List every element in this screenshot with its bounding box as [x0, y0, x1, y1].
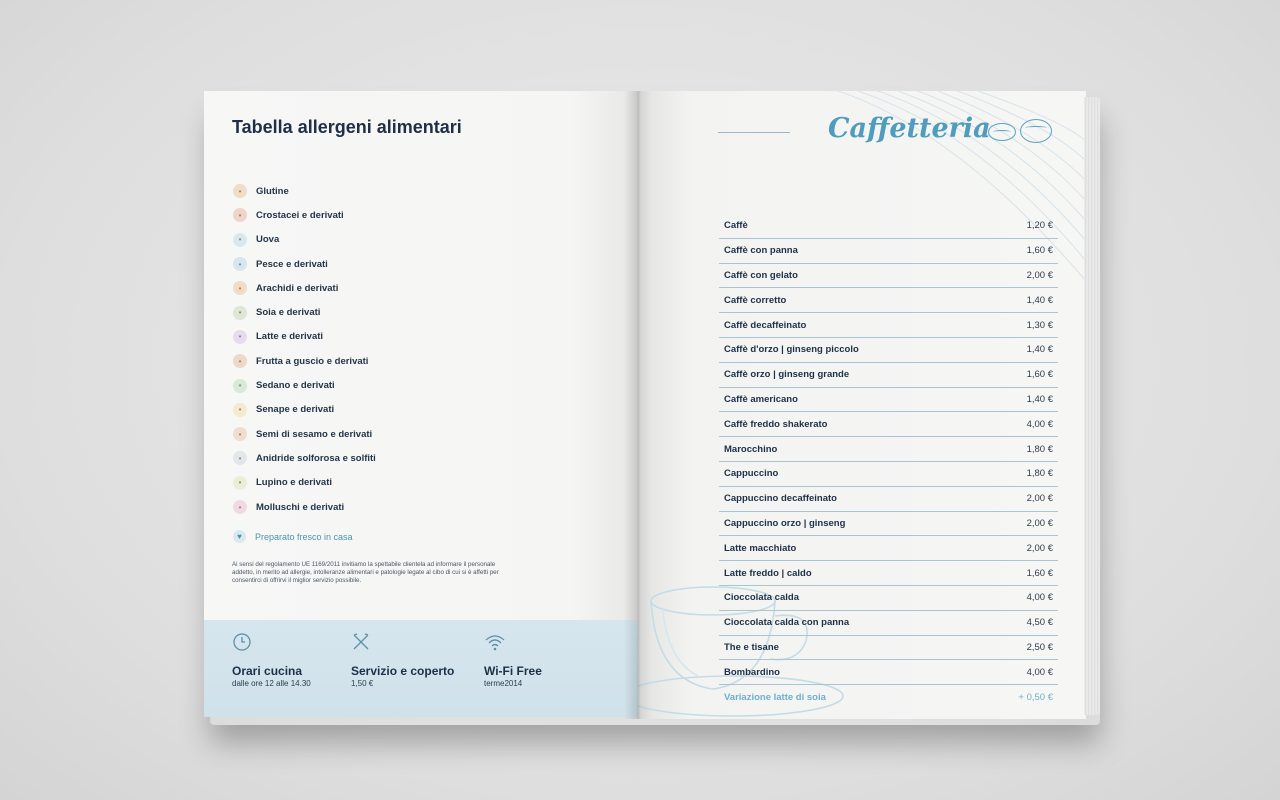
- shell-icon: •: [233, 500, 247, 514]
- allergen-item: [233, 179, 376, 203]
- allergen-label: Anidride solforosa e solfiti: [256, 452, 376, 464]
- lupin-icon: •: [233, 476, 247, 490]
- allergen-disclaimer: Ai sensi del regolamento UE 1169/2011 invitiamo la spettabile clientela ad informare il personale addetto, in merito ad allergie, intolleranze alimentari e patologie legate al cibo di cui si è affetti per consentirci di offrirvi il miglior servizio possibile.: [232, 561, 499, 584]
- menu-item-name: Caffè con panna: [724, 245, 798, 257]
- allergen-label: Soia e derivati: [256, 307, 321, 319]
- menu-item: [719, 487, 1058, 512]
- allergen-list: [233, 179, 376, 519]
- menu-item-name: Caffè: [724, 220, 748, 232]
- menu-list: [719, 214, 1058, 710]
- fish-icon: •: [233, 257, 247, 271]
- menu-item-name: Cioccolata calda con panna: [724, 617, 850, 629]
- menu-item-price: 4,00 €: [1026, 592, 1053, 604]
- menu-item: [719, 239, 1058, 264]
- menu-item-price: + 0,50 €: [1018, 692, 1053, 704]
- wheat-icon: •: [233, 184, 247, 198]
- egg-icon: •: [233, 233, 247, 247]
- service-charge-value: 1,50 €: [351, 679, 374, 688]
- allergen-item: [233, 398, 376, 422]
- allergen-label: Lupino e derivati: [256, 477, 333, 489]
- allergen-item: [233, 276, 376, 300]
- menu-item-name: Latte freddo | caldo: [724, 567, 812, 579]
- kitchen-hours-value: dalle ore 12 alle 14.30: [232, 679, 311, 688]
- allergen-item: [233, 495, 376, 519]
- menu-item: [719, 561, 1058, 586]
- allergen-item: [233, 203, 376, 227]
- menu-item-price: 2,00 €: [1026, 517, 1053, 529]
- menu-item: [719, 288, 1058, 313]
- allergen-label: Arachidi e derivati: [256, 282, 339, 294]
- menu-item-price: 2,00 €: [1026, 493, 1053, 505]
- right-page: [638, 91, 1086, 719]
- menu-item-price: 1,60 €: [1026, 567, 1053, 579]
- kitchen-hours-info: [232, 632, 311, 688]
- menu-item-name: Caffè con gelato: [724, 269, 798, 281]
- menu-variation-row: [719, 685, 1058, 710]
- allergen-label: Crostacei e derivati: [256, 209, 344, 221]
- fresh-note: [233, 530, 353, 543]
- allergen-label: Frutta a guscio e derivati: [256, 355, 369, 367]
- menu-item-price: 1,60 €: [1026, 245, 1053, 257]
- clock-icon: [232, 632, 252, 652]
- menu-item-price: 2,00 €: [1026, 542, 1053, 554]
- menu-item: [719, 388, 1058, 413]
- menu-item-price: 1,30 €: [1026, 319, 1053, 331]
- allergen-item: [233, 446, 376, 470]
- allergen-label: Semi di sesamo e derivati: [256, 428, 373, 440]
- milk-icon: •: [233, 330, 247, 344]
- allergen-item: [233, 325, 376, 349]
- allergen-label: Molluschi e derivati: [256, 501, 345, 513]
- allergen-label: Latte e derivati: [256, 331, 324, 343]
- menu-item-name: Cioccolata calda: [724, 592, 799, 604]
- allergen-item: [233, 300, 376, 324]
- service-charge-title: Servizio e coperto: [351, 664, 455, 678]
- allergen-item: [233, 373, 376, 397]
- title-rule: [718, 132, 790, 133]
- menu-item-name: Caffè d'orzo | ginseng piccolo: [724, 344, 859, 356]
- wifi-info: [484, 632, 542, 688]
- allergen-label: Senape e derivati: [256, 404, 335, 416]
- left-page: [204, 91, 638, 717]
- wifi-icon: [484, 632, 504, 652]
- cutlery-icon: [351, 632, 371, 652]
- menu-item: [719, 363, 1058, 388]
- menu-item-price: 1,40 €: [1026, 344, 1053, 356]
- menu-item-name: Marocchino: [724, 443, 778, 455]
- menu-item-price: 4,00 €: [1026, 418, 1053, 430]
- menu-item: [719, 412, 1058, 437]
- kitchen-hours-title: Orari cucina: [232, 664, 303, 678]
- menu-item: [719, 586, 1058, 611]
- menu-item: [719, 536, 1058, 561]
- menu-item-price: 1,40 €: [1026, 393, 1053, 405]
- fresh-label: Preparato fresco in casa: [255, 531, 353, 542]
- menu-item-name: Variazione latte di soia: [724, 692, 826, 704]
- allergen-item: [233, 228, 376, 252]
- menu-item-name: Cappuccino decaffeinato: [724, 493, 837, 505]
- menu-item-name: Caffè freddo shakerato: [724, 418, 828, 430]
- service-charge-info: [351, 632, 454, 688]
- allergen-item: [233, 349, 376, 373]
- wifi-password: terme2014: [484, 679, 523, 688]
- menu-item-name: Caffè corretto: [724, 294, 787, 306]
- menu-item: [719, 462, 1058, 487]
- coffee-beans-icon: [988, 123, 1056, 143]
- heart-icon: ♥: [233, 530, 246, 543]
- menu-item-name: Bombardino: [724, 666, 780, 678]
- menu-item: [719, 313, 1058, 338]
- menu-item: [719, 660, 1058, 685]
- menu-item-price: 1,20 €: [1026, 220, 1053, 232]
- shrimp-icon: •: [233, 208, 247, 222]
- allergen-item: [233, 252, 376, 276]
- menu-item-name: Caffè orzo | ginseng grande: [724, 369, 850, 381]
- menu-item-name: Cappuccino orzo | ginseng: [724, 517, 846, 529]
- nut-icon: •: [233, 354, 247, 368]
- menu-item-name: Cappuccino: [724, 468, 779, 480]
- sulfite-icon: •: [233, 451, 247, 465]
- menu-item: [719, 636, 1058, 661]
- menu-item-name: Latte macchiato: [724, 542, 797, 554]
- soy-icon: •: [233, 306, 247, 320]
- menu-item: [719, 437, 1058, 462]
- menu-item-name: The e tisane: [724, 641, 779, 653]
- peanut-icon: •: [233, 281, 247, 295]
- menu-item: [719, 264, 1058, 289]
- sesame-icon: •: [233, 427, 247, 441]
- allergen-label: Pesce e derivati: [256, 258, 328, 270]
- allergen-label: Uova: [256, 234, 280, 246]
- celery-icon: •: [233, 379, 247, 393]
- info-footer: [204, 620, 638, 717]
- section-title: Caffetteria: [828, 113, 991, 144]
- menu-item-price: 1,80 €: [1026, 443, 1053, 455]
- menu-item: [719, 338, 1058, 363]
- allergen-label: Glutine: [256, 185, 289, 197]
- allergen-item: [233, 422, 376, 446]
- menu-item-price: 1,60 €: [1026, 369, 1053, 381]
- menu-item-price: 2,50 €: [1026, 641, 1053, 653]
- menu-item-price: 4,00 €: [1026, 666, 1053, 678]
- page-edges: [1084, 97, 1100, 715]
- menu-item-price: 1,80 €: [1026, 468, 1053, 480]
- allergen-item: [233, 471, 376, 495]
- wifi-title: Wi-Fi Free: [484, 664, 542, 678]
- menu-item: [719, 512, 1058, 537]
- menu-item-price: 4,50 €: [1026, 617, 1053, 629]
- menu-item-price: 1,40 €: [1026, 294, 1053, 306]
- mustard-icon: •: [233, 403, 247, 417]
- menu-item: [719, 611, 1058, 636]
- menu-item-name: Caffè americano: [724, 393, 798, 405]
- menu-item: [719, 214, 1058, 239]
- menu-item-name: Caffè decaffeinato: [724, 319, 807, 331]
- page-title: Tabella allergeni alimentari: [232, 117, 462, 137]
- allergen-label: Sedano e derivati: [256, 380, 335, 392]
- menu-item-price: 2,00 €: [1026, 269, 1053, 281]
